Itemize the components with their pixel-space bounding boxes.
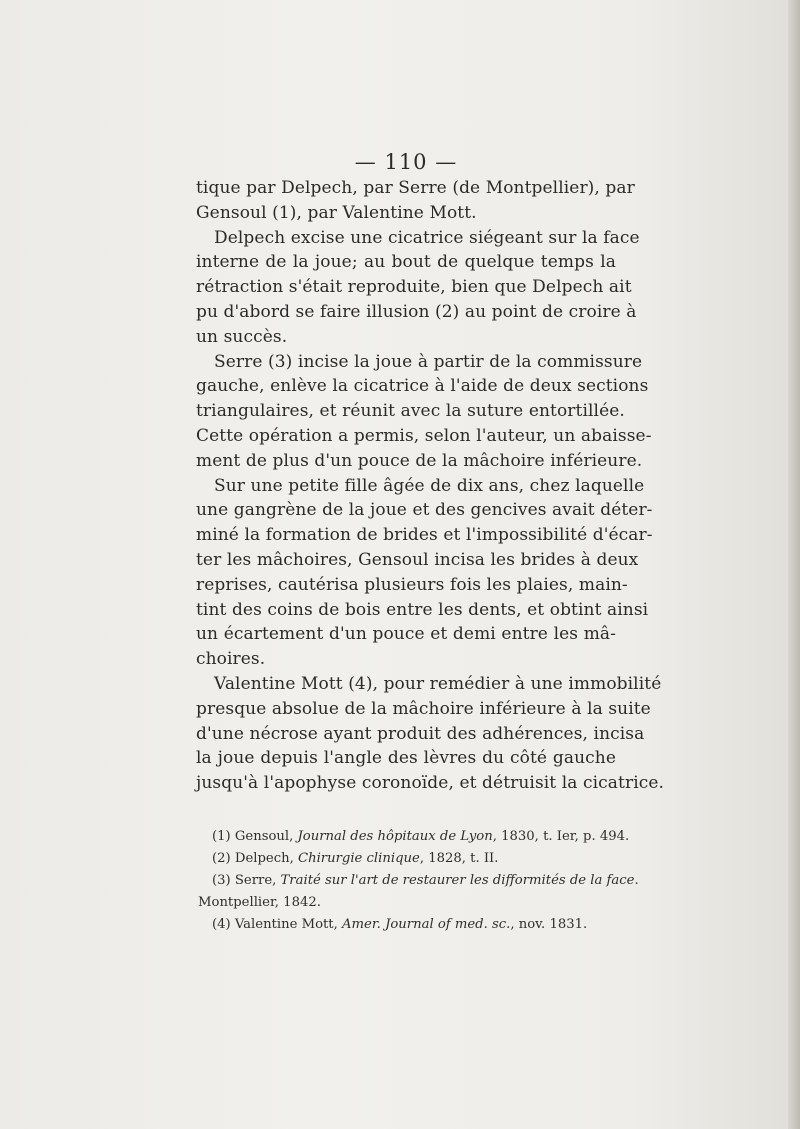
text-line: Gensoul (1), par Valentine Mott. <box>196 202 477 223</box>
footnote-4: (4) Valentine Mott, Amer. Journal of med. sc., nov. 1831. <box>212 917 588 932</box>
text-line: Valentine Mott (4), pour remédier à une immobilité <box>214 673 662 694</box>
text-line: une gangrène de la joue et des gencives avait déter- <box>196 500 653 521</box>
text-line: Sur une petite fille âgée de dix ans, chez laquelle <box>214 475 645 496</box>
text-line: ter les mâchoires, Gensoul incisa les brides à deux <box>196 549 639 570</box>
footnote-2: (2) Delpech, Chirurgie clinique, 1828, t. II. <box>212 851 499 866</box>
text-line: un succès. <box>196 326 288 347</box>
footnote-3: (3) Serre, Traité sur l'art de restaurer les difformités de la face. <box>212 873 639 888</box>
text-line: presque absolue de la mâchoire inférieure à la suite <box>196 698 651 719</box>
text-line: tique par Delpech, par Serre (de Montpellier), par <box>196 178 635 198</box>
text-line: reprises, cautérisa plusieurs fois les plaies, main- <box>196 574 628 595</box>
footnotes <box>198 826 639 936</box>
page-number: — 110 — <box>354 150 458 174</box>
text-line: la joue depuis l'angle des lèvres du côté gauche <box>196 748 616 769</box>
footnote-1: (1) Gensoul, Journal des hôpitaux de Lyon, 1830, t. Ier, p. 494. <box>212 829 630 844</box>
main-text <box>196 150 665 796</box>
footnote-3-continuation: Montpellier, 1842. <box>198 895 321 910</box>
text-line: pu d'abord se faire illusion (2) au point de croire à <box>196 301 637 322</box>
text-line: un écartement d'un pouce et demi entre les mâ- <box>196 624 616 645</box>
text-line: jusqu'à l'apophyse coronoïde, et détruisit la cicatrice. <box>196 773 665 794</box>
text-line: triangulaires, et réunit avec la suture entortillée. <box>196 401 625 422</box>
text-line: ment de plus d'un pouce de la mâchoire inférieure. <box>196 450 643 471</box>
book-edge <box>788 0 800 1129</box>
text-line: rétraction s'était reproduite, bien que Delpech ait <box>196 277 632 298</box>
text-line: choires. <box>196 649 266 670</box>
text-line: gauche, enlève la cicatrice à l'aide de deux sections <box>196 376 649 397</box>
text-line: interne de la joue; au bout de quelque temps la <box>196 252 616 273</box>
text-line: tint des coins de bois entre les dents, et obtint ainsi <box>196 599 649 620</box>
text-line: miné la formation de brides et l'impossibilité d'écar- <box>196 525 653 546</box>
text-line: Delpech excise une cicatrice siégeant sur la face <box>214 227 640 248</box>
text-line: d'une nécrose ayant produit des adhérences, incisa <box>196 723 645 744</box>
text-line: Serre (3) incise la joue à partir de la commissure <box>214 351 643 372</box>
text-line: Cette opération a permis, selon l'auteur, un abaisse- <box>196 425 652 446</box>
